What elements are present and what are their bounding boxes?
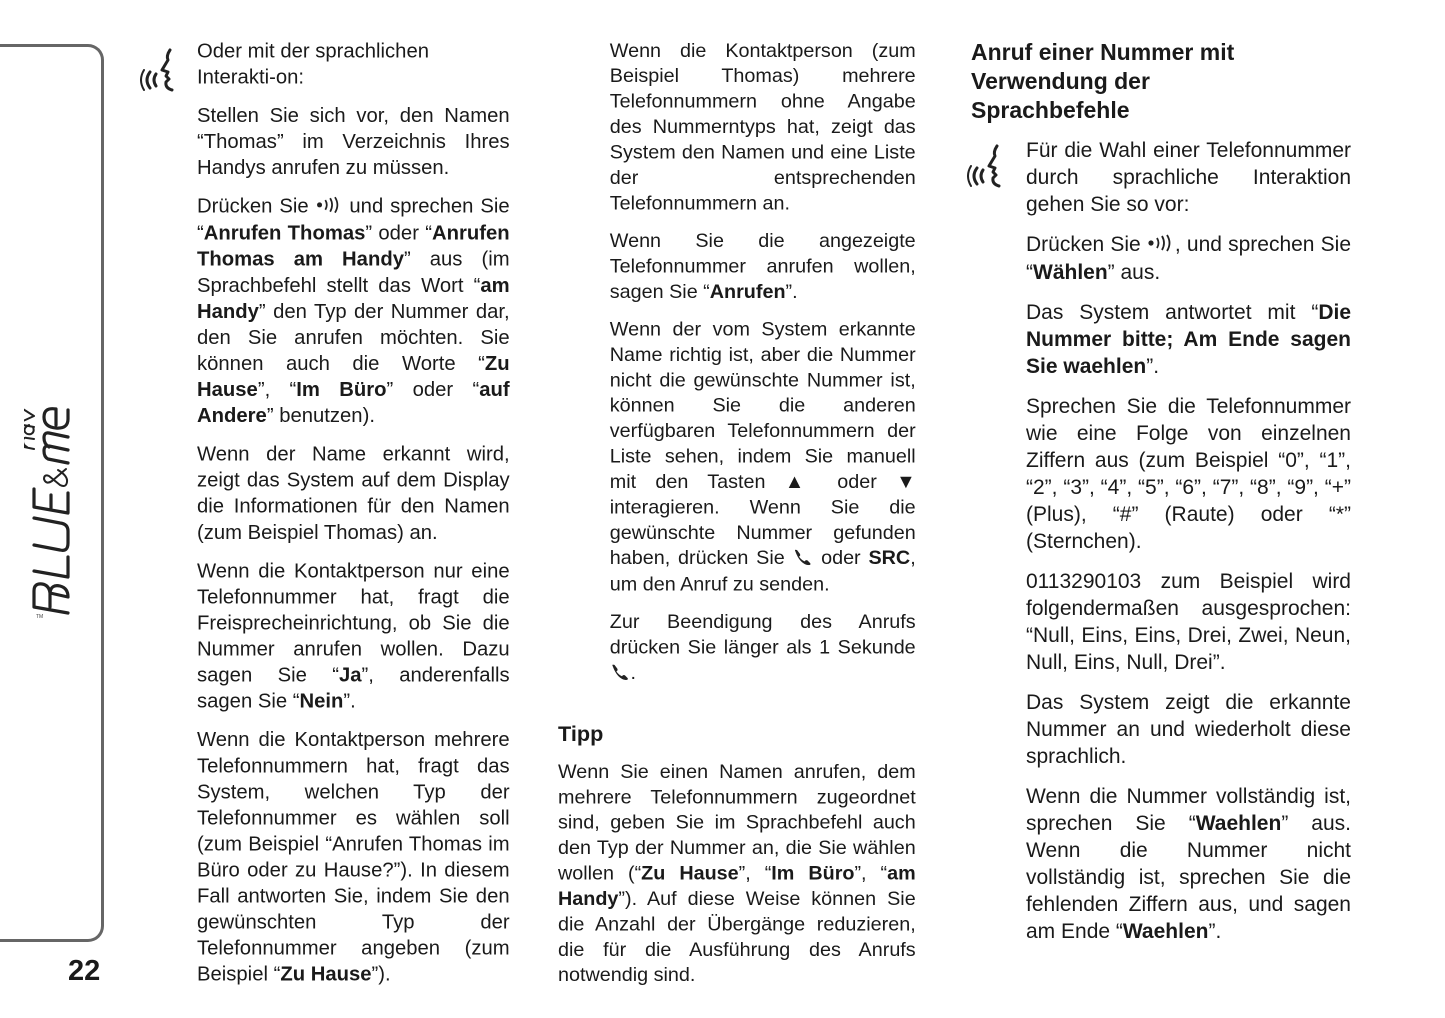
tipp-heading: Tipp [558, 721, 604, 746]
voice-button-icon [1147, 232, 1175, 259]
paragraph-press-and-speak: Drücken Sie und sprechen Sie “Anrufen Thomas” oder “Anrufen Thomas am Handy” aus (im Sprachbefehl stellt das Wort “am Handy” den Typ der Nummer dar, den Sie anrufen möchten. Sie können auch die Worte “Zu Hause”, “Im Büro” oder “auf Andere” benutzen). [197, 195, 510, 427]
blue-me-nav-logo [24, 370, 84, 620]
paragraph-tipp: Wenn Sie einen Namen anrufen, dem mehrere Telefonnummern zugeordnet sind, geben Sie im Sprachbefehl auch den Typ der Nummer an, die Sie wählen wollen (“Zu Hause”, “Im Büro”, “am Handy”). Auf diese Weise können Sie die Anzahl der Übergänge reduzieren, die für die Ausführung des Anrufs notwendig sind. [558, 760, 916, 986]
voice-button-icon [316, 194, 343, 220]
paragraph-repeat-number: Das System zeigt die erkannte Nummer an und wiederholt diese sprachlich. [1026, 690, 1351, 768]
paragraph-multiple-numbers: Wenn die Kontaktperson mehrere Telefonnummern hat, fragt das System, welchen Typ der Telefonnummer es wählen soll (zum Beispiel “Anrufen Thomas im Büro oder zu Hause?”). In diesem Fall antworten Sie, indem Sie den gewünschten Typ der Telefonnummer angeben (zum Beispiel “Zu Hause”). [197, 728, 510, 986]
paragraph-example-number: 0113290103 zum Beispiel wird folgendermaßen ausgesprochen: “Null, Eins, Eins, Drei, Zwei, Neun, Null, Eins, Null, Drei”. [1026, 569, 1351, 674]
paragraph-example-intro: Stellen Sie sich vor, den Namen “Thomas” im Verzeichnis Ihres Handys anrufen zu müssen. [197, 104, 510, 179]
brand-logo-graphic [24, 370, 84, 620]
paragraph-call-displayed: Wenn Sie die angezeigte Telefonnummer anrufen wollen, sagen Sie “Anrufen”. [609, 230, 916, 303]
paragraph-complete-number: Wenn die Nummer vollständig ist, sprechen Sie “Waehlen” aus. Wenn die Nummer nicht vollständig ist, sprechen Sie die fehlenden Ziffern aus, und sagen am Ende “Waehlen”. [1026, 784, 1351, 943]
voice-command-icon [140, 46, 184, 98]
svg-text:TM: TM [36, 614, 44, 620]
paragraph-end-call: Zur Beendigung des Anrufs drücken Sie länger als 1 Sekunde . [610, 609, 916, 686]
paragraph-voice-interaction: Oder mit der sprachlichen Interakti-on: [197, 39, 429, 89]
paragraph-system-response: Das System antwortet mit “Die Nummer bitte; Am Ende sagen Sie waehlen”. [1026, 300, 1351, 378]
paragraph-digit-sequence: Sprechen Sie die Telefonnummer wie eine Folge von einzelnen Ziffern aus (zum Beispiel “0”, “1”, “2”, “3”, “4”, “5”, “6”, “7”, “8”, “9”, “+” (Plus), “#” (Raute) oder “*” (Sternchen). [1026, 394, 1351, 553]
paragraph-name-recognized: Wenn der Name erkannt wird, zeigt das System auf dem Display die Informationen für den Namen (zum Beispiel Thomas) an. [197, 443, 510, 544]
paragraph-navigate-list: Wenn der vom System erkannte Name richtig ist, aber die Nummer nicht die gewünschte Nummer ist, können Sie die anderen verfügbaren Telefonnummern der Liste sehen, indem Sie manuell mit den Tasten ▲ oder ▼ interagieren. Wenn Sie die gewünschte Nummer gefunden haben, drücken Sie oder SRC, um den Anruf zu senden. [609, 318, 916, 596]
phone-handset-icon [793, 546, 814, 571]
phone-handset-icon [610, 661, 631, 686]
paragraph-dial-intro: Für die Wahl einer Telefonnummer durch sprachliche Interaktion gehen Sie so vor: [1026, 139, 1351, 216]
paragraph-single-number: Wenn die Kontaktperson nur eine Telefonnummer hat, fragt die Freisprecheinrichtung, ob Sie die Nummer anrufen wollen. Dazu sagen Sie “Ja”, anderenfalls sagen Sie “Nein”. [197, 559, 510, 713]
paragraph-number-list: Wenn die Kontaktperson (zum Beispiel Thomas) mehrere Telefonnummern ohne Angabe des Nummerntyps hat, zeigt das System den Namen und eine Liste der entsprechenden Telefonnummern an. [609, 39, 916, 215]
paragraph-press-waehlen: Drücken Sie , und sprechen Sie “Wählen” aus. [1026, 233, 1352, 284]
section-heading: Anruf einer Nummer mit Verwendung der Sprachbefehle [971, 39, 1235, 123]
arrow-up-icon: ▲ [784, 470, 819, 493]
column-2 [558, 38, 916, 1000]
arrow-down-icon: ▼ [896, 470, 916, 493]
page-number: 22 [68, 955, 101, 987]
column-3 [971, 38, 1351, 958]
column-1 [197, 38, 510, 1000]
